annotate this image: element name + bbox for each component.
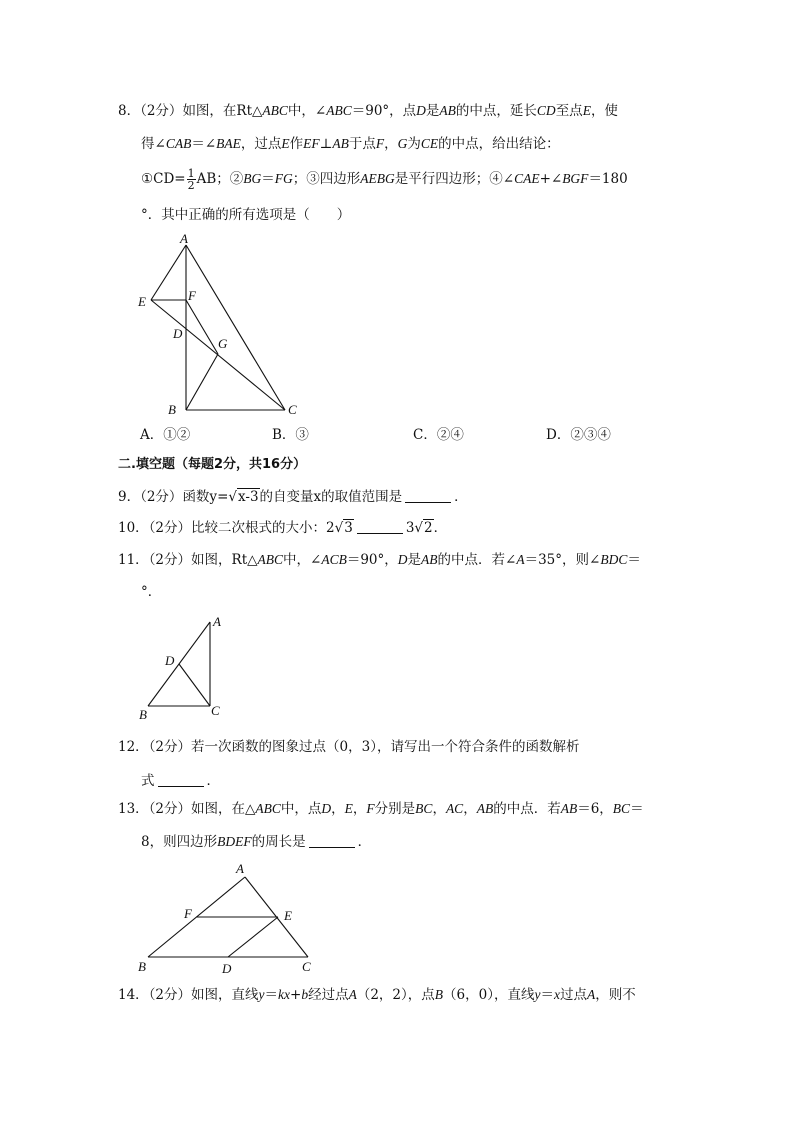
q13-line1: 13．（2分）如图，在△ABC中，点D，E，F分别是BC，AC，AB的中点．若AB＝6，BC＝	[118, 801, 644, 817]
sqrt-sign: √	[228, 489, 237, 505]
q8-option-a[interactable]: A．①②	[140, 427, 191, 443]
point-C-label: C	[288, 402, 297, 417]
point-F-label: F	[184, 906, 192, 921]
point-F-label: F	[188, 288, 196, 303]
section-title: 二.填空题（每题2分，共16分）	[118, 457, 307, 472]
point-B-label: B	[139, 707, 147, 722]
q9-line: 9．（2分）函数y=√x-3的自变量x的取值范围是 ．	[118, 489, 468, 505]
q8-line1: 8．（2分）如图，在Rt△ABC中，∠ABC＝90°，点D是AB的中点，延长CD至点E，使	[118, 103, 618, 119]
point-A-label: A	[180, 231, 188, 246]
q14-line1: 14．（2分）如图，直线y＝kx+b经过点A（2，2），点B（6，0），直线y＝x过点A，则不	[118, 987, 636, 1003]
point-B-label: B	[168, 402, 176, 417]
q8-option-b[interactable]: B．③	[272, 427, 309, 443]
q11-line1: 11．（2分）如图，Rt△ABC中，∠ACB＝90°，D是AB的中点．若∠A＝35°，则∠BDC＝	[118, 552, 641, 568]
point-C-label: C	[302, 959, 311, 974]
q12-line2: 式 ．	[141, 773, 220, 789]
point-D-label: D	[222, 961, 232, 976]
q10-line: 10．（2分）比较二次根式的大小：2√3 3√2．	[118, 520, 448, 536]
point-E-label: E	[284, 908, 292, 923]
point-D-label: D	[173, 326, 183, 341]
sqrt-sign: √	[334, 520, 344, 536]
edge-DE	[228, 917, 278, 957]
point-A-label: A	[236, 861, 244, 876]
q8-option-c[interactable]: C．②④	[413, 427, 464, 443]
point-G-label: G	[218, 336, 228, 351]
q11-line2: °．	[141, 584, 162, 600]
point-C-label: C	[211, 703, 220, 718]
point-B-label: B	[138, 959, 146, 974]
point-D-label: D	[165, 653, 175, 668]
point-E-label: E	[138, 294, 146, 309]
q12-line1: 12．（2分）若一次函数的图象过点（0，3），请写出一个符合条件的函数解析	[118, 739, 580, 755]
sqrt-sign: √	[414, 520, 424, 536]
q8-line3: ①CD= $\frac{1}{2}$ AB；②BG＝FG；③四边形AEBG是平行四边形；④∠CAE+∠BGF＝180	[141, 167, 628, 192]
q13-line2: 8，则四边形BDEF的周长是 ．	[141, 834, 372, 850]
fraction-one-half: $\frac{1}{2}$	[187, 167, 195, 192]
q8-line2: 得∠CAB＝∠BAE，过点E作EF⊥AB于点F，G为CE的中点，给出结论：	[141, 136, 560, 152]
q8-line4: °．其中正确的所有选项是（ ）	[141, 207, 351, 223]
q8-option-d[interactable]: D．②③④	[546, 427, 611, 443]
point-A-label: A	[213, 614, 221, 629]
